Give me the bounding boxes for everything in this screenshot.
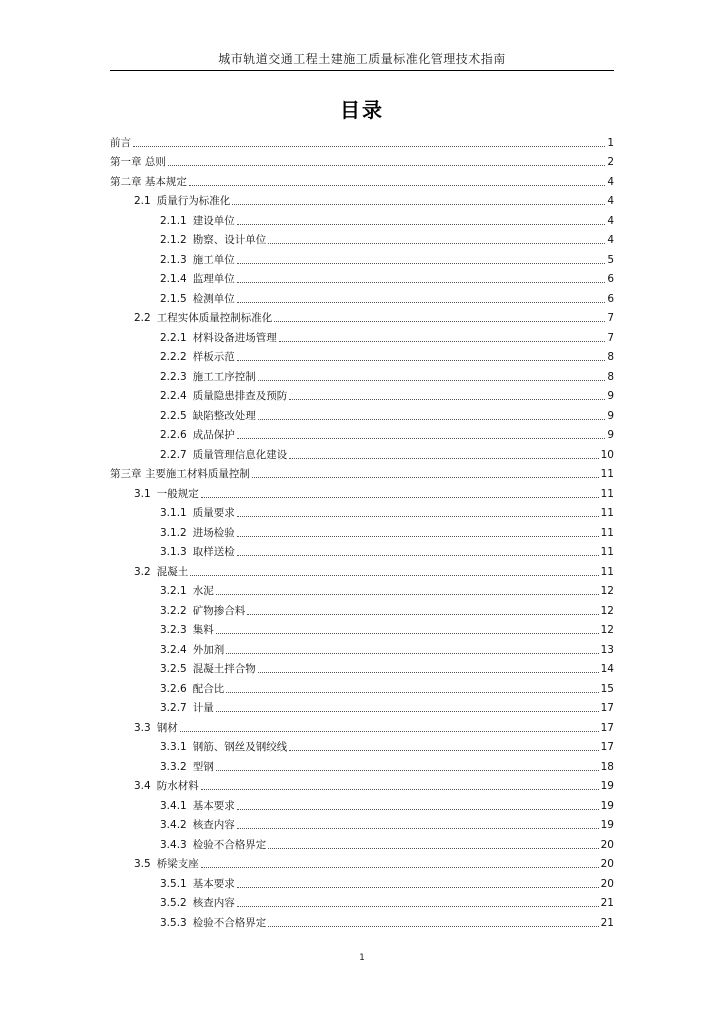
toc-entry-page: 8 [607, 351, 614, 363]
toc-entry[interactable] [110, 598, 614, 618]
toc-entry-number: 2.1.1 [160, 214, 187, 227]
toc-entry[interactable] [110, 208, 614, 228]
toc-entry[interactable] [110, 852, 614, 872]
page-title: 目录 [340, 98, 384, 122]
toc-entry[interactable] [110, 345, 614, 365]
toc-entry-number: 2.2.6 [160, 429, 187, 441]
toc-entry-title: 核查内容 [192, 819, 235, 831]
toc-entry-title: 样板示范 [192, 351, 235, 363]
toc-entry-title: 缺陷整改处理 [192, 409, 256, 422]
toc-entry-page: 20 [600, 838, 614, 851]
toc-entry[interactable] [110, 364, 614, 384]
toc-entry-number: 3.1.3 [160, 546, 187, 558]
toc-entry-title: 第三章 主要施工材料质量控制 [110, 468, 250, 480]
toc-entry-page: 4 [607, 234, 614, 246]
toc-entry-title: 建设单位 [192, 214, 235, 227]
toc-entry[interactable] [110, 384, 614, 404]
toc-dot-leader [190, 575, 598, 576]
toc-entry[interactable] [110, 618, 614, 638]
toc-dot-leader [237, 887, 599, 888]
toc-entry-title: 核查内容 [192, 897, 235, 909]
toc-entry-title: 成品保护 [192, 429, 235, 441]
toc-entry-number: 3.2.5 [160, 663, 187, 675]
toc-entry-page: 1 [607, 136, 614, 149]
toc-entry-number: 2.2.1 [160, 331, 187, 344]
toc-entry-number: 3.2 [134, 565, 151, 578]
toc-entry-number: 2.2.5 [160, 409, 187, 422]
toc-entry[interactable] [110, 832, 614, 852]
toc-entry-title: 取样送检 [192, 546, 235, 558]
toc-entry-title: 施工工序控制 [192, 370, 256, 383]
toc-entry-number: 2.1 [134, 195, 151, 207]
toc-entry-page: 17 [600, 702, 614, 714]
toc-dot-leader [201, 789, 599, 790]
toc-entry[interactable] [110, 793, 614, 813]
toc-entry-page: 11 [600, 546, 614, 558]
toc-entry-title: 混凝土 [156, 565, 189, 578]
toc-entry-page: 19 [600, 819, 614, 831]
toc-entry[interactable] [110, 657, 614, 677]
toc-entry-page: 6 [607, 273, 614, 285]
toc-entry-title: 第一章 总则 [110, 156, 166, 168]
toc-entry-title: 施工单位 [192, 253, 235, 266]
toc-entry-number: 2.2.2 [160, 351, 187, 363]
toc-entry-title: 检测单位 [192, 292, 235, 305]
toc-dot-leader [216, 594, 599, 595]
toc-entry-number: 3.2.3 [160, 624, 187, 636]
toc-entry-page: 14 [600, 663, 614, 675]
toc-dot-leader [237, 828, 599, 829]
toc-entry[interactable] [110, 891, 614, 911]
toc-entry[interactable] [110, 910, 614, 930]
header-divider [110, 70, 614, 71]
toc-entry[interactable] [110, 442, 614, 462]
toc-entry-page: 12 [600, 624, 614, 636]
toc-entry-page: 10 [600, 448, 614, 461]
toc-entry-page: 17 [600, 741, 614, 753]
toc-entry-page: 5 [607, 253, 614, 266]
toc-entry-number: 3.4.3 [160, 838, 187, 851]
toc-entry-number: 3.4.2 [160, 819, 187, 831]
toc-entry-number: 3.2.1 [160, 585, 187, 597]
toc-entry-title: 质量隐患排查及预防 [192, 390, 288, 402]
toc-dot-leader [133, 146, 605, 147]
toc-entry[interactable] [110, 715, 614, 735]
toc-entry-title: 钢材 [156, 721, 178, 734]
toc-entry-title: 型钢 [192, 760, 214, 773]
toc-dot-leader [168, 165, 605, 166]
toc-entry-title: 外加剂 [192, 643, 225, 656]
toc-entry-number: 2.1.3 [160, 253, 187, 266]
toc-dot-leader [216, 711, 599, 712]
toc-entry-page: 21 [600, 897, 614, 909]
toc-entry-title: 矿物掺合料 [192, 604, 246, 617]
toc-entry-number: 3.1 [134, 487, 151, 500]
toc-entry-number: 2.1.2 [160, 234, 187, 246]
toc-dot-leader [237, 282, 606, 283]
toc-entry[interactable] [110, 150, 614, 170]
toc-dot-leader [237, 516, 599, 517]
toc-entry-page: 9 [607, 409, 614, 422]
toc-entry-title: 混凝土拌合物 [192, 663, 256, 675]
toc-entry-number: 3.4 [134, 780, 151, 792]
toc-entry[interactable] [110, 462, 614, 482]
toc-entry-page: 9 [607, 390, 614, 402]
toc-dot-leader [237, 224, 606, 225]
toc-dot-leader [237, 809, 599, 810]
toc-dot-leader [201, 867, 599, 868]
toc-entry-page: 11 [600, 526, 614, 539]
toc-dot-leader [226, 653, 598, 654]
toc-dot-leader [226, 692, 598, 693]
toc-entry-title: 监理单位 [192, 273, 235, 285]
toc-entry-page: 17 [600, 721, 614, 734]
toc-entry-page: 9 [607, 429, 614, 441]
toc-entry-page: 4 [607, 195, 614, 207]
toc-entry-title: 第二章 基本规定 [110, 175, 187, 188]
toc-entry[interactable] [110, 579, 614, 599]
toc-entry-title: 防水材料 [156, 780, 199, 792]
toc-entry[interactable] [110, 696, 614, 716]
toc-entry-page: 11 [600, 487, 614, 500]
toc-dot-leader [216, 633, 599, 634]
toc-entry[interactable] [110, 735, 614, 755]
toc-entry-number: 3.3.1 [160, 741, 187, 753]
toc-entry[interactable] [110, 754, 614, 774]
toc-dot-leader [258, 672, 599, 673]
toc-entry-number: 2.1.5 [160, 292, 187, 305]
toc-dot-leader [268, 926, 598, 927]
toc-entry-number: 2.2.7 [160, 448, 187, 461]
toc-entry-title: 进场检验 [192, 526, 235, 539]
toc-entry-number: 3.1.2 [160, 526, 187, 539]
toc-entry-number: 3.3 [134, 721, 151, 734]
toc-entry-title: 检验不合格界定 [192, 916, 267, 929]
toc-entry[interactable] [110, 247, 614, 267]
toc-entry-page: 15 [600, 682, 614, 695]
toc-dot-leader [258, 419, 606, 420]
toc-entry-page: 19 [600, 799, 614, 812]
toc-entry-title: 质量行为标准化 [156, 195, 231, 207]
toc-entry[interactable] [110, 520, 614, 540]
toc-entry-title: 质量要求 [192, 507, 235, 519]
toc-dot-leader [247, 614, 598, 615]
toc-entry-title: 基本要求 [192, 877, 235, 890]
toc-dot-leader [268, 243, 605, 244]
toc-entry-title: 检验不合格界定 [192, 838, 267, 851]
toc-entry-title: 集料 [192, 624, 214, 636]
toc-entry-page: 11 [600, 468, 614, 480]
toc-entry[interactable] [110, 676, 614, 696]
running-header: 城市轨道交通工程土建施工质量标准化管理技术指南 [218, 52, 506, 66]
toc-entry-page: 13 [600, 643, 614, 656]
toc-entry[interactable] [110, 774, 614, 794]
toc-entry-title: 桥梁支座 [156, 858, 199, 870]
toc-dot-leader [237, 360, 606, 361]
toc-dot-leader [180, 731, 599, 732]
toc-entry[interactable] [110, 267, 614, 287]
toc-entry-number: 3.5.3 [160, 916, 187, 929]
toc-entry-title: 基本要求 [192, 799, 235, 812]
toc-entry-number: 3.2.7 [160, 702, 187, 714]
toc-entry[interactable] [110, 189, 614, 209]
toc-entry-number: 3.1.1 [160, 507, 187, 519]
toc-entry[interactable] [110, 813, 614, 833]
toc-entry-title: 勘察、设计单位 [192, 234, 267, 246]
toc-entry[interactable] [110, 481, 614, 501]
toc-dot-leader [237, 555, 599, 556]
toc-entry-page: 20 [600, 858, 614, 870]
toc-entry-page: 7 [607, 331, 614, 344]
toc-dot-leader [289, 458, 598, 459]
toc-entry-number: 2.2.3 [160, 370, 187, 383]
toc-dot-leader [268, 848, 598, 849]
toc-entry-title: 一般规定 [156, 487, 199, 500]
toc-entry-page: 4 [607, 175, 614, 188]
toc-entry-number: 2.2 [134, 312, 151, 324]
toc-entry[interactable] [110, 130, 614, 150]
toc-entry-title: 材料设备进场管理 [192, 331, 277, 344]
toc-entry-page: 18 [600, 760, 614, 773]
toc-entry-number: 3.4.1 [160, 799, 187, 812]
page-number: 1 [359, 953, 365, 963]
toc-entry[interactable] [110, 306, 614, 326]
toc-entry-title: 前言 [110, 136, 131, 149]
toc-dot-leader [201, 497, 599, 498]
toc-entry-number: 3.2.2 [160, 604, 187, 617]
toc-entry[interactable] [110, 325, 614, 345]
toc-dot-leader [289, 750, 598, 751]
toc-dot-leader [274, 321, 605, 322]
toc-entry-page: 19 [600, 780, 614, 792]
toc-entry-page: 7 [607, 312, 614, 324]
toc-entry-page: 2 [607, 156, 614, 168]
toc-entry-page: 21 [600, 916, 614, 929]
toc-entry[interactable] [110, 540, 614, 560]
toc-entry-page: 6 [607, 292, 614, 305]
toc-entry-title: 配合比 [192, 682, 225, 695]
toc-dot-leader [289, 399, 605, 400]
toc-dot-leader [189, 185, 605, 186]
toc-dot-leader [279, 341, 606, 342]
toc-entry[interactable] [110, 423, 614, 443]
toc-entry-title: 质量管理信息化建设 [192, 448, 288, 461]
toc-dot-leader [252, 477, 599, 478]
toc-dot-leader [216, 770, 599, 771]
table-of-contents [110, 130, 614, 930]
toc-entry-number: 3.5.2 [160, 897, 187, 909]
toc-entry-number: 3.5.1 [160, 877, 187, 890]
toc-entry-number: 3.2.6 [160, 682, 187, 695]
toc-dot-leader [237, 263, 606, 264]
toc-entry-number: 2.1.4 [160, 273, 187, 285]
toc-dot-leader [237, 536, 599, 537]
toc-entry-number: 3.5 [134, 858, 151, 870]
toc-dot-leader [258, 380, 606, 381]
toc-entry[interactable] [110, 403, 614, 423]
toc-entry-title: 钢筋、钢丝及钢绞线 [192, 741, 288, 753]
toc-entry-page: 20 [600, 877, 614, 890]
toc-entry[interactable] [110, 169, 614, 189]
toc-entry-number: 2.2.4 [160, 390, 187, 402]
toc-entry-page: 11 [600, 507, 614, 519]
toc-entry-page: 4 [607, 214, 614, 227]
toc-entry[interactable] [110, 286, 614, 306]
toc-entry-page: 11 [600, 565, 614, 578]
toc-entry-title: 计量 [192, 702, 214, 714]
toc-dot-leader [232, 204, 605, 205]
toc-entry-number: 3.2.4 [160, 643, 187, 656]
toc-entry[interactable] [110, 501, 614, 521]
toc-dot-leader [237, 438, 606, 439]
toc-entry[interactable] [110, 637, 614, 657]
toc-dot-leader [237, 906, 599, 907]
toc-dot-leader [237, 302, 606, 303]
toc-entry[interactable] [110, 559, 614, 579]
toc-entry-title: 工程实体质量控制标准化 [156, 312, 273, 324]
toc-entry-page: 12 [600, 585, 614, 597]
toc-entry[interactable] [110, 228, 614, 248]
toc-entry-page: 12 [600, 604, 614, 617]
toc-entry-page: 8 [607, 370, 614, 383]
toc-entry[interactable] [110, 871, 614, 891]
toc-entry-title: 水泥 [192, 585, 214, 597]
toc-entry-number: 3.3.2 [160, 760, 187, 773]
